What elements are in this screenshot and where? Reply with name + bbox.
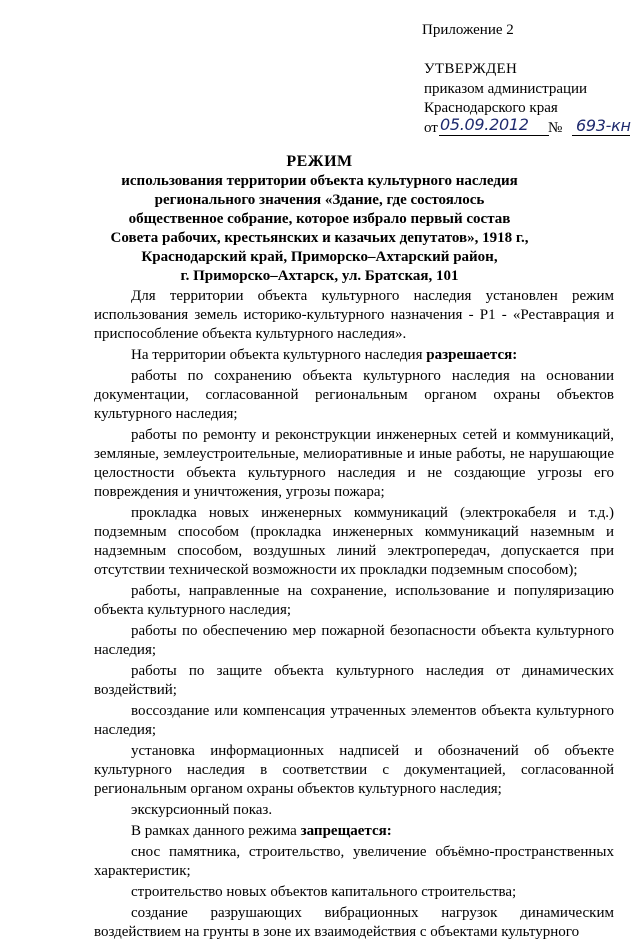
allowed-word: разрешается:	[426, 347, 518, 363]
title-line: использования территории объекта культурного наследия	[121, 173, 518, 189]
approval-block	[424, 60, 631, 138]
approved-line-2: Краснодарского края	[424, 100, 558, 116]
forbidden-item: создание разрушающих вибрационных нагрузок динамическим воздействием на грунты в зоне их взаимодействия с объектами культурного	[94, 905, 614, 940]
forbidden-prefix: В рамках данного режима	[131, 823, 301, 839]
document-title	[0, 152, 639, 286]
allowed-prefix: На территории объекта культурного наследия	[131, 347, 427, 363]
number-sign: №	[548, 119, 563, 136]
title-line: регионального значения «Здание, где состоялось	[154, 192, 485, 208]
allowed-item: воссоздание или компенсация утраченных элементов объекта культурного наследия;	[94, 703, 614, 738]
date-underline	[439, 135, 549, 136]
title-line: общественное собрание, которое избрало первый состав	[128, 211, 511, 227]
intro-paragraph: Для территории объекта культурного наследия установлен режим использования земель историко-культурного назначения - Р1 - «Реставрация и приспособление объекта культурного наследия».	[94, 288, 614, 342]
title-line: Краснодарский край, Приморско–Ахтарский район,	[141, 249, 498, 265]
approval-date-line	[424, 114, 631, 139]
allowed-item: работы, направленные на сохранение, использование и популяризацию объекта культурного наследия;	[94, 583, 614, 618]
allowed-item: прокладка новых инженерных коммуникаций (электрокабеля и т.д.) подземным способом (прокладка инженерных коммуникаций наземным и надземным способом, воздушных линий электропередач, допускается при отсутствии технической возможности их прокладки подземным способом);	[94, 505, 614, 578]
title-line: Совета рабочих, крестьянских и казачьих депутатов», 1918 г.,	[110, 230, 529, 246]
handwritten-date: 05.09.2012	[440, 114, 529, 134]
allowed-item: работы по обеспечению мер пожарной безопасности объекта культурного наследия;	[94, 623, 614, 658]
document-body	[94, 287, 614, 942]
allowed-heading	[94, 346, 614, 365]
approved-title: УТВЕРЖДЕН	[424, 61, 518, 77]
forbidden-item: строительство новых объектов капитального строительства;	[131, 884, 517, 900]
allowed-item: установка информационных надписей и обозначений об объекте культурного наследия в соответствии с документацией, согласованной региональным органом охраны объектов культурного наследия;	[94, 743, 614, 797]
handwritten-number: 693-кн	[576, 115, 631, 135]
title-heading: РЕЖИМ	[286, 153, 353, 170]
forbidden-heading	[94, 822, 614, 841]
forbidden-word: запрещается:	[300, 823, 392, 839]
allowed-item: работы по ремонту и реконструкции инженерных сетей и коммуникаций, земляные, землеустроительные, мелиоративные и иные работы, не нарушающие целостности объекта культурного наследия и не создающие угрозы его повреждения и уничтожения, угрозы пожара;	[94, 427, 614, 500]
date-prefix: от	[424, 119, 438, 136]
allowed-item: работы по сохранению объекта культурного наследия на основании документации, согласованной региональным органом охраны объектов культурного наследия;	[94, 368, 614, 422]
appendix-label: Приложение 2	[422, 22, 514, 38]
approved-line-1: приказом администрации	[424, 80, 588, 97]
allowed-item: работы по защите объекта культурного наследия от динамических воздействий;	[94, 663, 614, 698]
forbidden-item: снос памятника, строительство, увеличение объёмно-пространственных характеристик;	[94, 844, 614, 879]
number-underline	[572, 135, 630, 136]
allowed-item: экскурсионный показ.	[131, 802, 273, 818]
title-line: г. Приморско–Ахтарск, ул. Братская, 101	[180, 268, 459, 284]
